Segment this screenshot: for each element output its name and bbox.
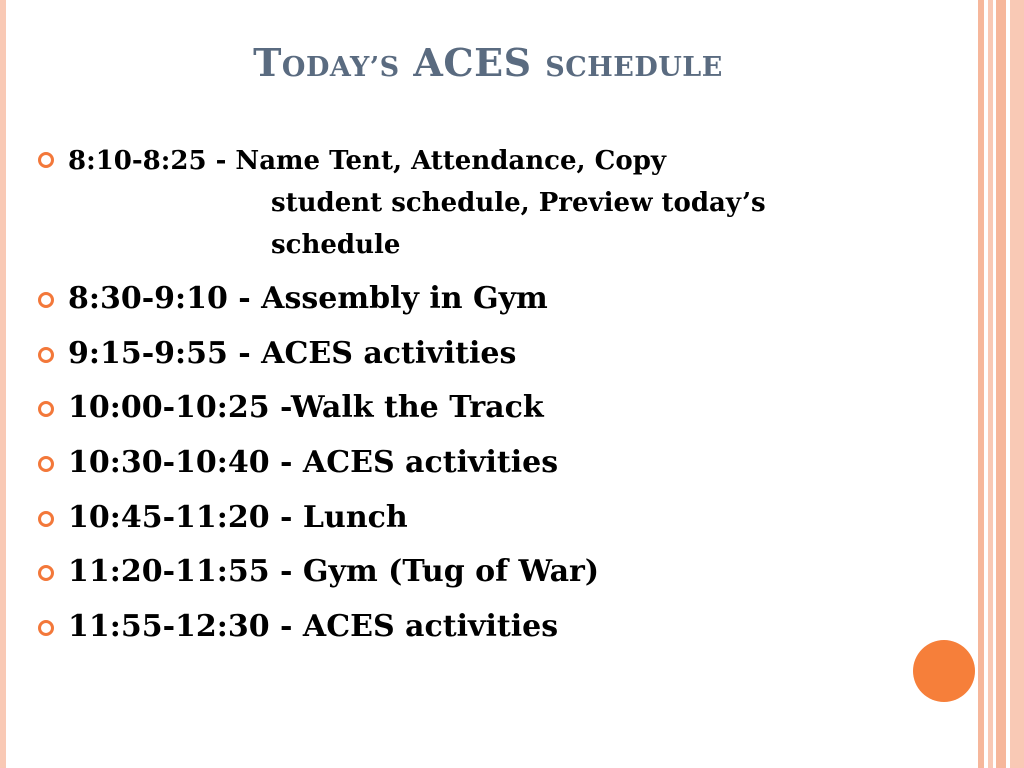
schedule-item-text: 11:55-12:30 - ACES activities bbox=[68, 609, 559, 645]
schedule-item bbox=[30, 278, 910, 320]
schedule-list bbox=[30, 140, 910, 661]
bullet-ring-icon bbox=[38, 347, 54, 363]
bullet-ring-icon bbox=[38, 620, 54, 636]
right-border-stripe bbox=[996, 0, 1006, 768]
schedule-item-line: 8:10-8:25 - Name Tent, Attendance, Copy bbox=[68, 146, 666, 176]
right-border-stripe bbox=[988, 0, 993, 768]
schedule-item-text: 11:20-11:55 - Gym (Tug of War) bbox=[68, 554, 600, 590]
schedule-item-line: student schedule, Preview today’s bbox=[271, 188, 766, 218]
right-border-stripe bbox=[978, 0, 984, 768]
bullet-ring-icon bbox=[38, 456, 54, 472]
right-border-stripe bbox=[1010, 0, 1024, 768]
schedule-item bbox=[30, 140, 910, 266]
schedule-item bbox=[30, 551, 910, 593]
schedule-item-text: 9:15-9:55 - ACES activities bbox=[68, 335, 517, 371]
schedule-item-text: 10:30-10:40 - ACES activities bbox=[68, 445, 559, 481]
title-initial: T bbox=[253, 40, 282, 85]
bullet-ring-icon bbox=[38, 152, 54, 168]
schedule-item bbox=[30, 606, 910, 648]
title-smallcaps-word: SCHEDULE bbox=[545, 52, 723, 83]
bullet-ring-icon bbox=[38, 401, 54, 417]
bullet-ring-icon bbox=[38, 292, 54, 308]
title-smallcaps-word: ODAY’S bbox=[281, 52, 400, 83]
bullet-ring-icon bbox=[38, 511, 54, 527]
schedule-item bbox=[30, 387, 910, 429]
left-border-stripe bbox=[0, 0, 6, 768]
decorative-orange-circle bbox=[913, 640, 975, 702]
schedule-item bbox=[30, 333, 910, 375]
schedule-item-text: 10:45-11:20 - Lunch bbox=[68, 499, 408, 535]
slide-title bbox=[0, 40, 976, 85]
schedule-item-text: 10:00-10:25 -Walk the Track bbox=[68, 390, 544, 426]
schedule-item bbox=[30, 497, 910, 539]
schedule-item-line: schedule bbox=[271, 230, 401, 260]
title-aces: ACES bbox=[413, 40, 532, 85]
schedule-item bbox=[30, 442, 910, 484]
bullet-ring-icon bbox=[38, 565, 54, 581]
schedule-item-text: 8:30-9:10 - Assembly in Gym bbox=[68, 281, 548, 316]
